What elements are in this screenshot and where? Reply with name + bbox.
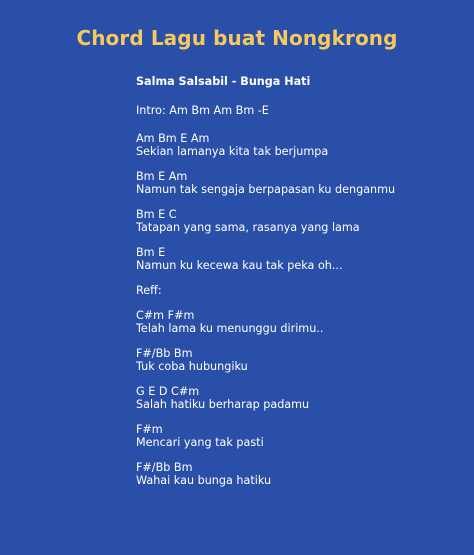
- lyric-line: Namun tak sengaja berpapasan ku denganmu: [136, 183, 396, 196]
- song-title: Salma Salsabil - Bunga Hati: [136, 75, 311, 88]
- verse-block: [136, 246, 466, 272]
- lyric-line: Salah hatiku berharap padamu: [136, 398, 310, 411]
- chord-line: Bm E C: [136, 208, 177, 221]
- lyric-line: Wahai kau bunga hatiku: [136, 474, 272, 487]
- lyric-line: Telah lama ku menunggu dirimu..: [136, 322, 324, 335]
- reff-label: Reff:: [136, 284, 162, 297]
- page-title: Chord Lagu buat Nongkrong: [76, 26, 398, 50]
- lyric-line: Tatapan yang sama, rasanya yang lama: [136, 221, 360, 234]
- verse-block: [136, 170, 466, 196]
- chord-line: Bm E Am: [136, 170, 188, 183]
- lyric-line: Mencari yang tak pasti: [136, 436, 264, 449]
- chord-line: Am Bm E Am: [136, 132, 210, 145]
- reff-block: [136, 423, 466, 449]
- verse-block: [136, 208, 466, 234]
- lyrics-container: [136, 74, 466, 499]
- lyric-line: Tuk coba hubungiku: [136, 360, 248, 373]
- chord-line: G E D C#m: [136, 385, 200, 398]
- verse-block: [136, 132, 466, 158]
- reff-block: [136, 385, 466, 411]
- reff-block: [136, 347, 466, 373]
- chord-line: F#/Bb Bm: [136, 461, 193, 474]
- intro-line: Intro: Am Bm Am Bm -E: [136, 104, 269, 117]
- chord-line: F#m: [136, 423, 163, 436]
- lyric-line: Sekian lamanya kita tak berjumpa: [136, 145, 329, 158]
- chord-line: Bm E: [136, 246, 166, 259]
- chord-line: F#/Bb Bm: [136, 347, 193, 360]
- lyric-line: Namun ku kecewa kau tak peka oh...: [136, 259, 343, 272]
- reff-block: [136, 309, 466, 335]
- reff-block: [136, 461, 466, 487]
- chord-line: C#m F#m: [136, 309, 195, 322]
